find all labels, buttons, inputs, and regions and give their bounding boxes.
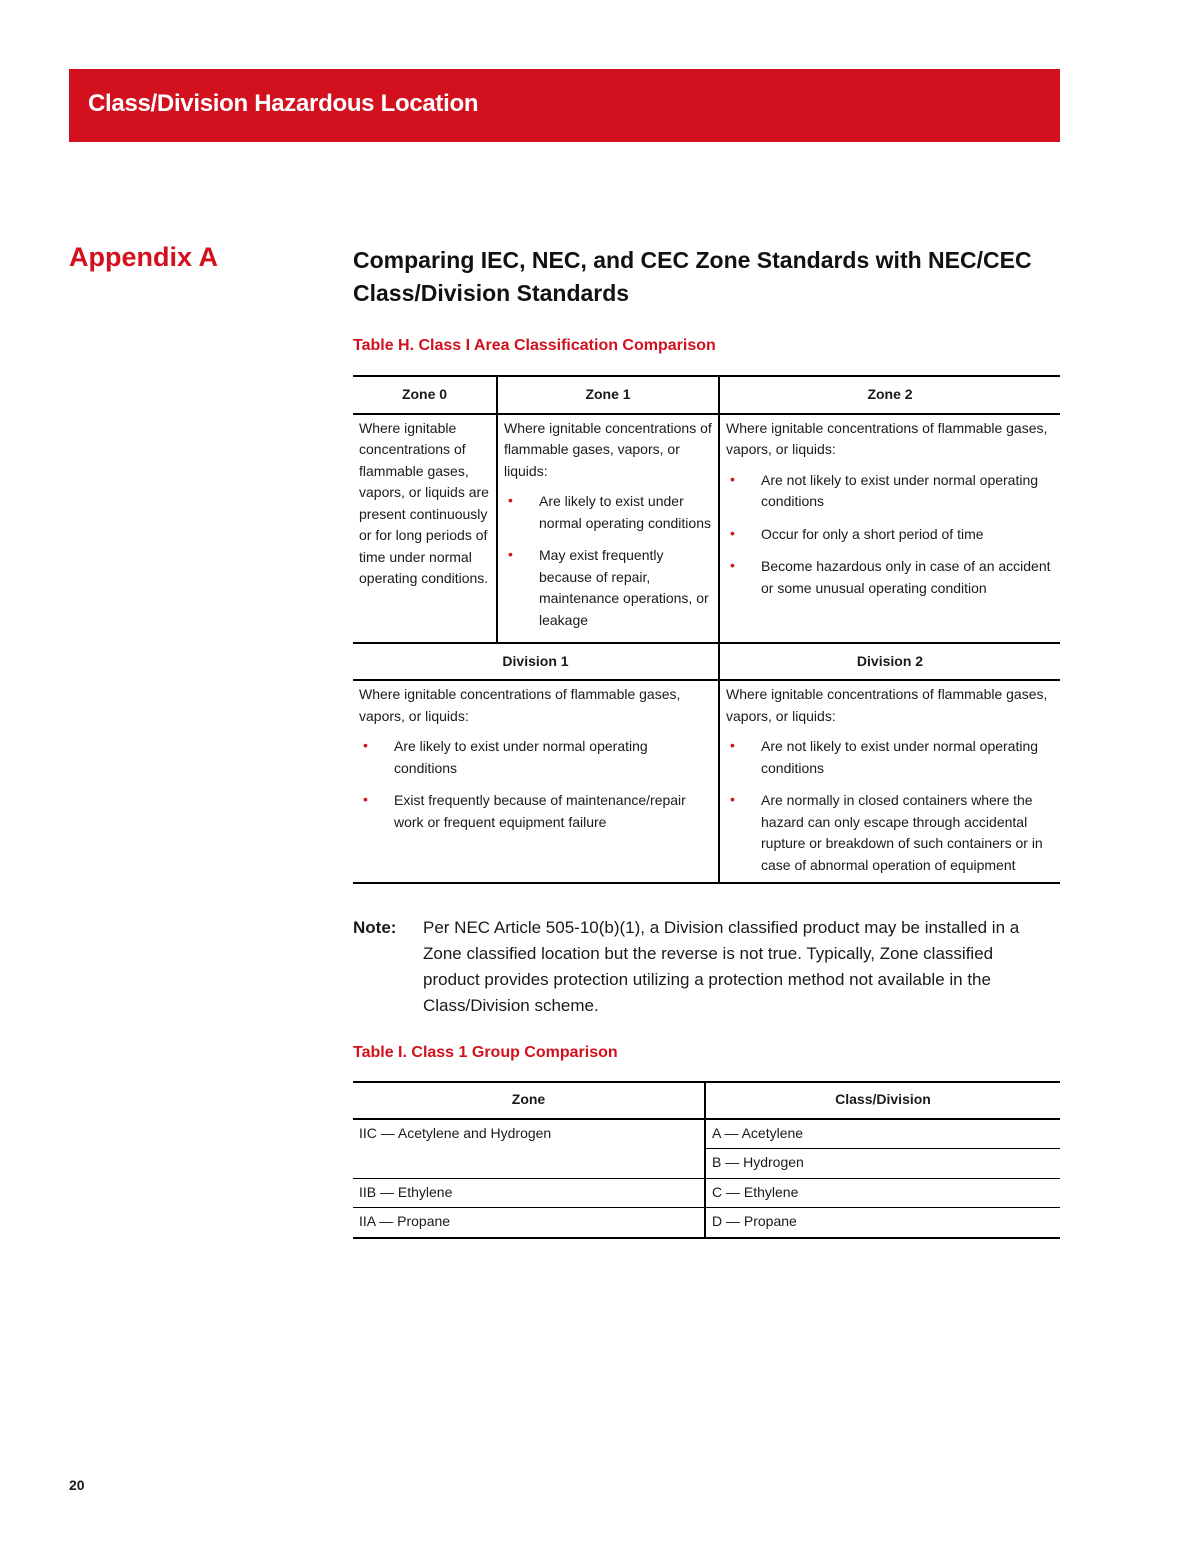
zone-body-row: [353, 414, 1060, 643]
division2-header: Division 2: [719, 643, 1060, 681]
list-item: • Are likely to exist under normal operating conditions: [363, 737, 648, 776]
zone0-text: Where ignitable concentrations of flammable gases, vapors, or liquids are present continuously or for long periods of time under normal operating conditions.: [359, 419, 489, 586]
header-banner: [69, 69, 1060, 142]
list-item: • Are not likely to exist under normal operating conditions: [730, 470, 1039, 509]
bullet-icon: •: [508, 546, 513, 562]
table-row: [353, 1178, 1060, 1208]
table-cell: IIA — Propane: [353, 1208, 705, 1238]
list-item: • Are likely to exist under normal operating conditions: [508, 492, 711, 531]
bullet-icon: •: [730, 470, 735, 487]
zone1-header: Zone 1: [497, 376, 719, 414]
list-item: • Are not likely to exist under normal operating conditions: [730, 737, 1039, 776]
bullet-icon: •: [730, 557, 735, 573]
bullet-icon: •: [363, 737, 368, 753]
list-item: • Become hazardous only in case of an accident or some unusual operating condition: [730, 557, 1051, 596]
table-row: [353, 1119, 1060, 1149]
list-item: • Exist frequently because of maintenance/repair work or frequent equipment failure: [363, 791, 686, 830]
division1-bullet-list: [359, 736, 712, 833]
bullet-icon: •: [730, 737, 735, 753]
division1-cell: [353, 680, 719, 883]
bullet-icon: •: [363, 791, 368, 807]
list-item: • Occur for only a short period of time: [726, 524, 1054, 546]
section-title: Comparing IEC, NEC, and CEC Zone Standards with NEC/CEC Class/Division Standards: [353, 247, 1032, 306]
zone1-bullet-list: [504, 491, 712, 631]
group-comparison-table: [353, 1081, 1060, 1239]
division2-bullet-list: [726, 736, 1054, 876]
table-cell: IIC — Acetylene and Hydrogen: [359, 1124, 552, 1141]
table-cell: D — Propane: [705, 1208, 1060, 1238]
bullet-icon: •: [730, 524, 735, 541]
zone1-cell: [497, 414, 719, 643]
table-cell: [353, 1149, 705, 1179]
division1-header: Division 1: [353, 643, 719, 681]
table-row: [353, 1208, 1060, 1238]
bullet-icon: •: [730, 791, 735, 807]
note-text: Per NEC Article 505-10(b)(1), a Division classified product may be installed in a Zone classified location but the reverse is not true. Typically, Zone classified product provides protection utilizing a protection method not available in the Class/Division scheme.: [423, 918, 1020, 1015]
division2-intro: Where ignitable concentrations of flammable gases, vapors, or liquids:: [726, 686, 1048, 724]
list-item: • Are normally in closed containers where the hazard can only escape through accidental rupture or breakdown of such containers or in case of abnormal operation of equipment: [730, 791, 1043, 873]
zone-column-header: Zone: [353, 1082, 705, 1119]
note-label: Note:: [353, 918, 397, 937]
class-division-column-header: Class/Division: [705, 1082, 1060, 1119]
table-cell: B — Hydrogen: [705, 1149, 1060, 1179]
banner-title: Class/Division Hazardous Location: [88, 90, 479, 117]
table-row: [353, 1149, 1060, 1179]
page-number: 20: [69, 1477, 85, 1493]
zone1-intro: Where ignitable concentrations of flammable gases, vapors, or liquids:: [504, 419, 712, 479]
zone2-header: Zone 2: [719, 376, 1060, 414]
area-classification-table: [353, 375, 1060, 884]
table-i-caption: Table I. Class 1 Group Comparison: [353, 1044, 618, 1061]
zone2-bullet-list: [726, 470, 1054, 600]
appendix-label: Appendix A: [69, 242, 219, 272]
zone-header-row: [353, 376, 1060, 414]
division1-intro: Where ignitable concentrations of flammable gases, vapors, or liquids:: [359, 686, 681, 724]
table-h-caption: Table H. Class I Area Classification Comparison: [353, 337, 716, 354]
bullet-icon: •: [508, 492, 513, 508]
zone2-cell: [719, 414, 1060, 643]
table-header-row: [353, 1082, 1060, 1119]
division2-cell: [719, 680, 1060, 883]
table-cell: C — Ethylene: [705, 1178, 1060, 1208]
table-cell: IIB — Ethylene: [353, 1178, 705, 1208]
division-body-row: [353, 680, 1060, 883]
zone0-header: Zone 0: [353, 376, 497, 414]
table-cell: A — Acetylene: [705, 1119, 1060, 1149]
zone0-cell: [353, 414, 497, 643]
division-header-row: [353, 643, 1060, 681]
zone2-intro: Where ignitable concentrations of flammable gases, vapors, or liquids:: [726, 419, 1048, 457]
list-item: • May exist frequently because of repair, maintenance operations, or leakage: [508, 546, 709, 628]
